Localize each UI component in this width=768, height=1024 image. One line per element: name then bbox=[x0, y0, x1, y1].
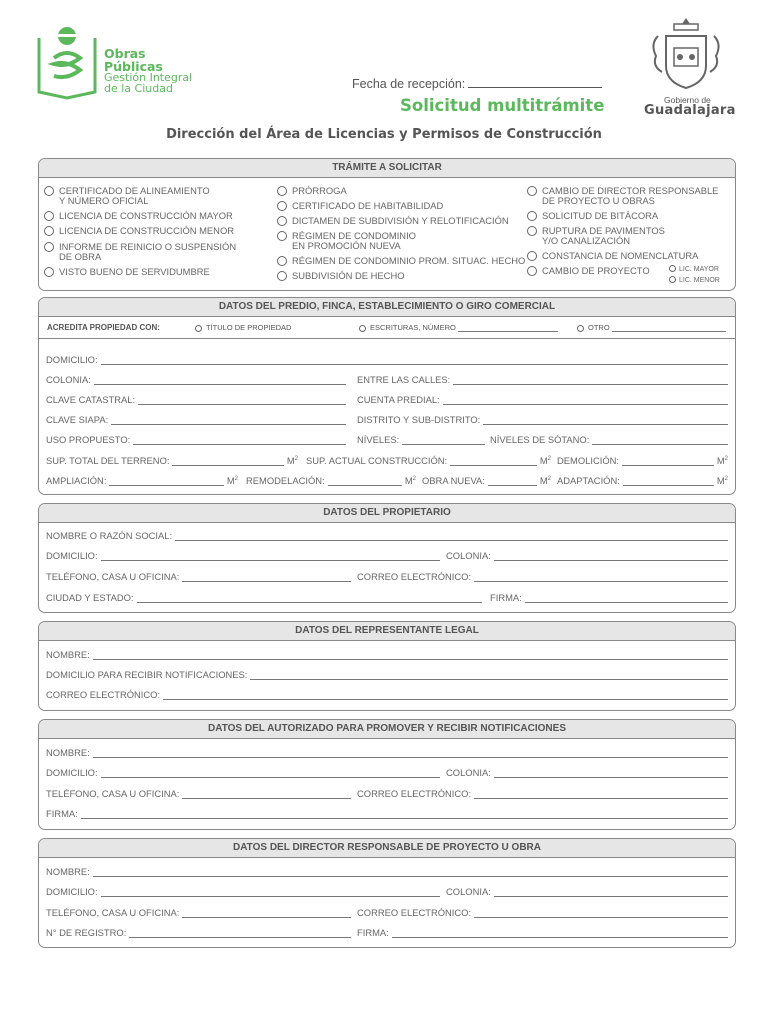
uso-propuesto-field[interactable]: USO PROPUESTO: bbox=[46, 434, 346, 445]
representante-nombre-field[interactable]: NOMBRE: bbox=[46, 649, 728, 660]
propietario-colonia-field[interactable]: COLONIA: bbox=[446, 550, 728, 561]
radio-icon bbox=[44, 211, 54, 221]
autorizado-domicilio-field[interactable]: DOMICILIO: bbox=[46, 767, 440, 778]
radio-icon bbox=[359, 325, 366, 332]
autorizado-title: DATOS DEL AUTORIZADO PARA PROMOVER Y RECIBIR NOTIFICACIONES bbox=[39, 720, 735, 739]
cuenta-predial-field[interactable]: CUENTA PREDIAL: bbox=[357, 394, 728, 405]
brand-line-3: Gestión Integral bbox=[104, 71, 193, 84]
opt-titulo-propiedad[interactable]: TÍTULO DE PROPIEDAD bbox=[195, 323, 291, 332]
tramite-title: TRÁMITE A SOLICITAR bbox=[39, 159, 735, 178]
brand-line-4: de la Ciudad bbox=[104, 82, 173, 95]
representante-correo-field[interactable]: CORREO ELECTRÓNICO: bbox=[46, 689, 728, 700]
distrito-field[interactable]: DISTRITO Y SUB-DISTRITO: bbox=[357, 414, 728, 425]
form-title: Solicitud multitrámite bbox=[400, 96, 605, 115]
brand-line-1: Obras bbox=[104, 46, 146, 61]
radio-icon bbox=[44, 186, 54, 196]
radio-icon bbox=[277, 231, 287, 241]
radio-icon bbox=[577, 325, 584, 332]
fecha-label: Fecha de recepción: bbox=[352, 77, 466, 91]
opt-visto-bueno[interactable]: VISTO BUENO DE SERVIDUMBRE bbox=[44, 267, 210, 277]
guadalajara-crest-icon bbox=[648, 14, 724, 94]
fecha-recepcion bbox=[352, 77, 602, 91]
opt-regimen-hecho[interactable]: RÉGIMEN DE CONDOMINIO PROM. SITUAC. HECHO bbox=[277, 256, 525, 266]
radio-icon bbox=[669, 276, 676, 283]
autorizado-colonia-field[interactable]: COLONIA: bbox=[446, 767, 728, 778]
director-domicilio-field[interactable]: DOMICILIO: bbox=[46, 886, 440, 897]
opt-certificado-alineamiento[interactable]: CERTIFICADO DE ALINEAMIENTO Y NÚMERO OFICIAL bbox=[44, 186, 210, 206]
opt-licencia-mayor[interactable]: LICENCIA DE CONSTRUCCIÓN MAYOR bbox=[44, 211, 233, 221]
opt-lic-mayor[interactable]: LIC. MAYOR bbox=[669, 265, 719, 275]
propietario-correo-field[interactable]: CORREO ELECTRÓNICO: bbox=[357, 571, 728, 582]
otro-line[interactable] bbox=[612, 325, 726, 332]
opt-constancia-nomenclatura[interactable]: CONSTANCIA DE NOMENCLATURA bbox=[527, 251, 698, 261]
opt-escrituras[interactable]: ESCRITURAS, NÚMERO bbox=[359, 323, 558, 332]
autorizado-telefono-field[interactable]: TELÉFONO, CASA U OFICINA: bbox=[46, 788, 351, 799]
radio-icon bbox=[669, 265, 676, 272]
demolicion-field[interactable]: DEMOLICIÓN: $M^2$ bbox=[557, 455, 728, 466]
autorizado-firma-field[interactable]: FIRMA: bbox=[46, 808, 728, 819]
radio-icon bbox=[527, 266, 537, 276]
director-correo-field[interactable]: CORREO ELECTRÓNICO: bbox=[357, 907, 728, 918]
radio-icon bbox=[277, 256, 287, 266]
opt-cambio-director[interactable]: CAMBIO DE DIRECTOR RESPONSABLE DE PROYECTO U OBRAS bbox=[527, 186, 718, 206]
niveles-field[interactable]: NÍVELES: bbox=[357, 434, 485, 445]
propietario-telefono-field[interactable]: TELÉFONO, CASA U OFICINA: bbox=[46, 571, 351, 582]
autorizado-correo-field[interactable]: CORREO ELECTRÓNICO: bbox=[357, 788, 728, 799]
director-colonia-field[interactable]: COLONIA: bbox=[446, 886, 728, 897]
radio-icon bbox=[527, 186, 537, 196]
opt-informe-reinicio[interactable]: INFORME DE REINICIO O SUSPENSIÓN DE OBRA bbox=[44, 242, 236, 262]
predio-colonia-field[interactable]: COLONIA: bbox=[46, 374, 346, 385]
director-registro-field[interactable]: N° DE REGISTRO: bbox=[46, 927, 351, 938]
opt-licencia-menor[interactable]: LICENCIA DE CONSTRUCCIÓN MENOR bbox=[44, 226, 234, 236]
tramite-section bbox=[38, 158, 736, 291]
acredita-label: ACREDITA PROPIEDAD CON: bbox=[47, 323, 160, 332]
obra-nueva-field[interactable]: OBRA NUEVA: $M^2$ bbox=[422, 475, 551, 486]
predio-entre-calles-field[interactable]: ENTRE LAS CALLES: bbox=[357, 374, 728, 385]
director-title: DATOS DEL DIRECTOR RESPONSABLE DE PROYECTO U OBRA bbox=[39, 839, 735, 858]
autorizado-nombre-field[interactable]: NOMBRE: bbox=[46, 747, 728, 758]
fecha-input-line[interactable] bbox=[468, 77, 602, 88]
radio-icon bbox=[277, 186, 287, 196]
clave-catastral-field[interactable]: CLAVE CATASTRAL: bbox=[46, 394, 346, 405]
autorizado-section bbox=[38, 719, 736, 830]
guadalajara-label: Guadalajara bbox=[644, 103, 736, 118]
predio-domicilio-field[interactable]: DOMICILIO: bbox=[46, 354, 728, 365]
radio-icon bbox=[277, 271, 287, 281]
opt-ruptura-pavimentos[interactable]: RUPTURA DE PAVIMENTOS Y/O CANALIZACIÓN bbox=[527, 226, 665, 246]
opt-subdivision-hecho[interactable]: SUBDIVISIÓN DE HECHO bbox=[277, 271, 405, 281]
propietario-ciudad-field[interactable]: CIUDAD Y ESTADO: bbox=[46, 592, 482, 603]
radio-icon bbox=[44, 267, 54, 277]
director-firma-field[interactable]: FIRMA: bbox=[357, 927, 728, 938]
director-section bbox=[38, 838, 736, 948]
opt-dictamen-subdivision[interactable]: DICTAMEN DE SUBDIVISIÓN Y RELOTIFICACIÓN bbox=[277, 216, 509, 226]
direccion-heading: Dirección del Área de Licencias y Permisos de Construcción bbox=[166, 127, 602, 142]
propietario-domicilio-field[interactable]: DOMICILIO: bbox=[46, 550, 440, 561]
opt-regimen-promocion[interactable]: RÉGIMEN DE CONDOMINIO EN PROMOCIÓN NUEVA bbox=[277, 231, 416, 251]
opt-bitacora[interactable]: SOLICITUD DE BITÁCORA bbox=[527, 211, 658, 221]
representante-domicilio-field[interactable]: DOMICILIO PARA RECIBIR NOTIFICACIONES: bbox=[46, 669, 728, 680]
propietario-nombre-field[interactable]: NOMBRE O RAZÓN SOCIAL: bbox=[46, 530, 728, 541]
representante-section bbox=[38, 621, 736, 711]
divider bbox=[39, 338, 735, 339]
director-telefono-field[interactable]: TELÉFONO, CASA U OFICINA: bbox=[46, 907, 351, 918]
sup-total-field[interactable]: SUP. TOTAL DEL TERRENO: $M^2$ bbox=[46, 455, 298, 466]
opt-prorroga[interactable]: PRÓRROGA bbox=[277, 186, 347, 196]
clave-siapa-field[interactable]: CLAVE SIAPA: bbox=[46, 414, 346, 425]
radio-icon bbox=[277, 216, 287, 226]
radio-icon bbox=[527, 211, 537, 221]
propietario-title: DATOS DEL PROPIETARIO bbox=[39, 504, 735, 523]
predio-section bbox=[38, 297, 736, 495]
ampliacion-field[interactable]: AMPLIACIÓN: $M^2$ bbox=[46, 475, 238, 486]
propietario-firma-field[interactable]: FIRMA: bbox=[490, 592, 728, 603]
radio-icon bbox=[277, 201, 287, 211]
remodelacion-field[interactable]: REMODELACIÓN: $M^2$ bbox=[246, 475, 416, 486]
escrituras-numero-line[interactable] bbox=[458, 325, 558, 332]
opt-otro[interactable]: OTRO bbox=[577, 323, 726, 332]
radio-icon bbox=[44, 242, 54, 252]
predio-title: DATOS DEL PREDIO, FINCA, ESTABLECIMIENTO O GIRO COMERCIAL bbox=[39, 298, 735, 317]
niveles-sotano-field[interactable]: NÍVELES DE SÓTANO: bbox=[490, 434, 728, 445]
adaptacion-field[interactable]: ADAPTACIÓN: $M^2$ bbox=[557, 475, 728, 486]
opt-lic-menor[interactable]: LIC. MENOR bbox=[669, 276, 720, 286]
radio-icon bbox=[527, 251, 537, 261]
gobierno-label: Gobierno de bbox=[664, 95, 711, 105]
brand-line-2: Públicas bbox=[104, 59, 163, 74]
radio-icon bbox=[195, 325, 202, 332]
sup-actual-field[interactable]: SUP. ACTUAL CONSTRUCCIÓN: $M^2$ bbox=[306, 455, 551, 466]
radio-icon bbox=[44, 226, 54, 236]
propietario-section bbox=[38, 503, 736, 613]
representante-title: DATOS DEL REPRESENTANTE LEGAL bbox=[39, 622, 735, 641]
opt-cambio-proyecto[interactable]: CAMBIO DE PROYECTO bbox=[527, 266, 650, 276]
opt-certificado-habitabilidad[interactable]: CERTIFICADO DE HABITABILIDAD bbox=[277, 201, 443, 211]
obras-publicas-logo-icon bbox=[36, 20, 98, 100]
director-nombre-field[interactable]: NOMBRE: bbox=[46, 866, 728, 877]
radio-icon bbox=[527, 226, 537, 236]
